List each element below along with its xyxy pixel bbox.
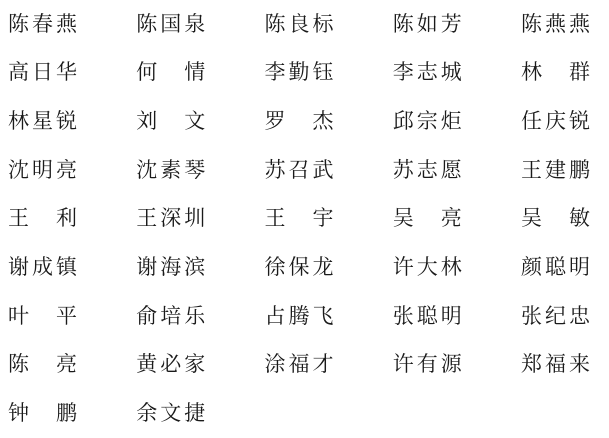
name-cell: 刘 文	[136, 109, 209, 134]
name-cell: 徐保龙	[264, 255, 337, 280]
name-cell: 吴 亮	[392, 206, 465, 231]
name-cell: 罗 杰	[264, 109, 337, 134]
name-cell: 涂福才	[264, 352, 337, 377]
name-cell: 沈明亮	[8, 157, 80, 182]
name-cell: 陈良标	[264, 11, 337, 36]
name-cell: 叶 平	[8, 303, 80, 328]
name-cell: 陈国泉	[136, 11, 209, 36]
name-cell: 谢成镇	[8, 255, 80, 280]
name-cell: 苏志愿	[392, 157, 465, 182]
name-cell: 陈燕燕	[521, 11, 593, 36]
name-cell: 余文捷	[136, 401, 209, 426]
name-cell: 何 情	[136, 60, 209, 85]
name-cell: 郑福来	[521, 352, 593, 377]
name-cell: 陈如芳	[392, 11, 465, 36]
name-cell: 吴 敏	[521, 206, 593, 231]
name-cell: 张聪明	[392, 303, 465, 328]
name-cell: 苏召武	[264, 157, 337, 182]
name-cell: 高日华	[8, 60, 80, 85]
name-cell: 王 利	[8, 206, 80, 231]
name-cell: 李志城	[392, 60, 465, 85]
name-cell: 邱宗炬	[392, 109, 465, 134]
name-cell: 王深圳	[136, 206, 209, 231]
name-cell: 钟 鹏	[8, 401, 80, 426]
name-cell: 黄必家	[136, 352, 209, 377]
name-cell: 陈 亮	[8, 352, 80, 377]
name-cell: 李勤钰	[264, 60, 337, 85]
name-cell: 王 宇	[264, 206, 337, 231]
name-cell: 俞培乐	[136, 303, 209, 328]
name-cell: 颜聪明	[521, 255, 593, 280]
name-cell: 林星锐	[8, 109, 80, 134]
name-cell: 许大林	[392, 255, 465, 280]
name-cell: 谢海滨	[136, 255, 209, 280]
name-cell: 王建鹏	[521, 157, 593, 182]
name-cell: 任庆锐	[521, 109, 593, 134]
name-cell: 张纪忠	[521, 303, 593, 328]
name-cell: 沈素琴	[136, 157, 209, 182]
name-cell: 许有源	[392, 352, 465, 377]
name-cell: 陈春燕	[8, 11, 80, 36]
name-cell: 占腾飞	[264, 303, 337, 328]
name-cell: 林 群	[521, 60, 593, 85]
